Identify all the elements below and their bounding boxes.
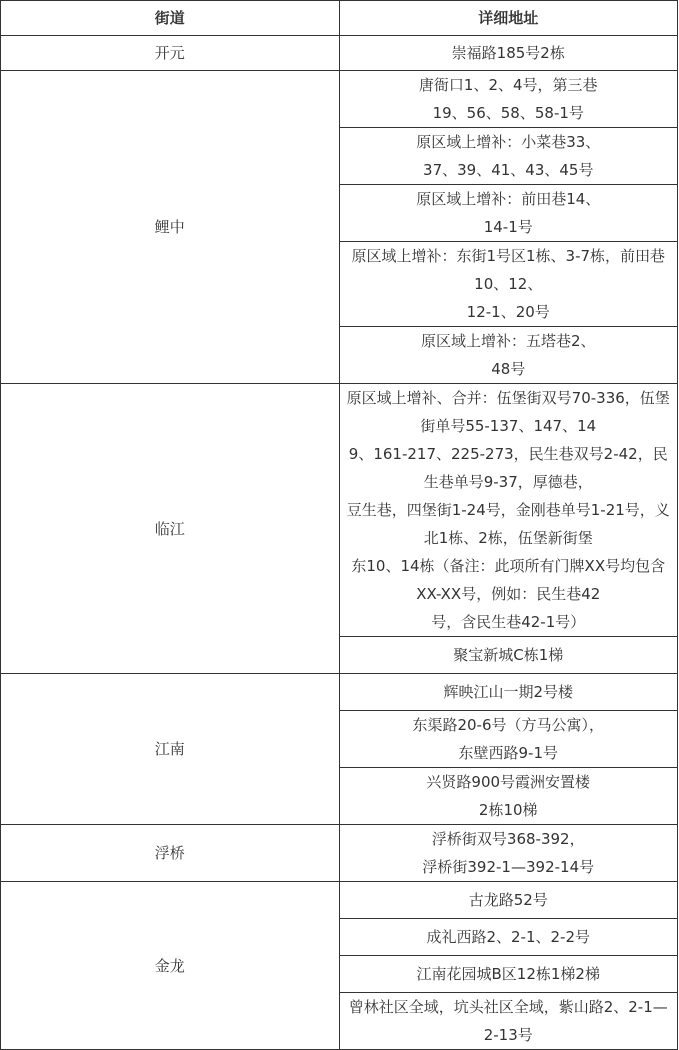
address-line: 原区域上增补：前田巷14、 xyxy=(416,190,601,208)
address-line: 唐衙口1、2、4号，第三巷 xyxy=(418,76,598,94)
address-cell xyxy=(339,637,678,674)
address-line: 成礼西路2、2-1、2-2号 xyxy=(426,928,591,946)
address-line: 2栋10梯 xyxy=(478,801,538,819)
address-cell xyxy=(339,185,678,242)
address-line: 曾林社区全域，坑头社区全域，紫山路2、2-1—2-13号 xyxy=(348,998,668,1044)
address-line: 号，含民生巷42-1号） xyxy=(431,613,586,631)
address-cell xyxy=(339,993,678,1050)
street-cell: 金龙 xyxy=(1,882,340,1050)
address-cell xyxy=(339,956,678,993)
address-cell xyxy=(339,882,678,919)
address-cell xyxy=(339,36,678,71)
address-cell xyxy=(339,825,678,882)
address-line: 江南花园城B区12栋1梯2梯 xyxy=(416,965,600,983)
address-line: 辉映江山一期2号楼 xyxy=(443,683,574,701)
street-cell: 临江 xyxy=(1,384,340,674)
address-line: 37、39、41、43、45号 xyxy=(423,161,594,179)
street-cell: 浮桥 xyxy=(1,825,340,882)
table-row xyxy=(1,71,678,128)
address-line: 48号 xyxy=(491,360,526,378)
table-row xyxy=(1,36,678,71)
address-line: 12-1、20号 xyxy=(466,303,550,321)
address-line: 14-1号 xyxy=(483,218,533,236)
address-line: 兴贤路900号霞洲安置楼 xyxy=(426,773,591,791)
address-cell xyxy=(339,768,678,825)
street-cell: 江南 xyxy=(1,674,340,825)
address-line: 聚宝新城C栋1梯 xyxy=(453,646,564,664)
address-line: 原区域上增补：东街1号区1栋、3-7栋，前田巷10、12、 xyxy=(351,247,666,293)
table-row xyxy=(1,882,678,919)
address-line: 浮桥街双号368-392， xyxy=(431,830,585,848)
address-cell xyxy=(339,711,678,768)
address-line: 原区域上增补、合并：伍堡街双号70-336，伍堡街单号55-137、147、14 xyxy=(346,389,670,435)
address-line: 崇福路185号2栋 xyxy=(451,44,565,62)
address-cell xyxy=(339,71,678,128)
table-row xyxy=(1,674,678,711)
address-line: 原区域上增补：五塔巷2、 xyxy=(420,332,596,350)
address-line: 19、56、58、58-1号 xyxy=(432,104,584,122)
table-row xyxy=(1,825,678,882)
header-address: 详细地址 xyxy=(339,1,678,36)
address-line: 浮桥街392-1—392-14号 xyxy=(422,858,595,876)
address-line: 豆生巷，四堡街1-24号，金刚巷单号1-21号，义北1栋、2栋，伍堡新街堡 xyxy=(346,501,670,547)
address-cell xyxy=(339,384,678,637)
address-line: 古龙路52号 xyxy=(468,891,548,909)
address-cell xyxy=(339,919,678,956)
street-cell: 鲤中 xyxy=(1,71,340,384)
header-street: 街道 xyxy=(1,1,340,36)
street-cell: 开元 xyxy=(1,36,340,71)
address-line: 原区域上增补：小菜巷33、 xyxy=(416,133,601,151)
address-cell xyxy=(339,327,678,384)
address-line: 9、161-217、225-273，民生巷双号2-42，民生巷单号9-37，厚德巷， xyxy=(348,445,668,491)
address-cell xyxy=(339,242,678,327)
address-cell xyxy=(339,128,678,185)
address-line: 东渠路20-6号（方马公寓）， xyxy=(412,716,605,734)
table-row xyxy=(1,384,678,637)
address-cell xyxy=(339,674,678,711)
address-line: 东壁西路9-1号 xyxy=(458,744,558,762)
address-line: 东10、14栋（备注：此项所有门牌XX号均包含XX-XX号，例如：民生巷42 xyxy=(351,557,666,603)
table-header-row xyxy=(1,1,678,36)
